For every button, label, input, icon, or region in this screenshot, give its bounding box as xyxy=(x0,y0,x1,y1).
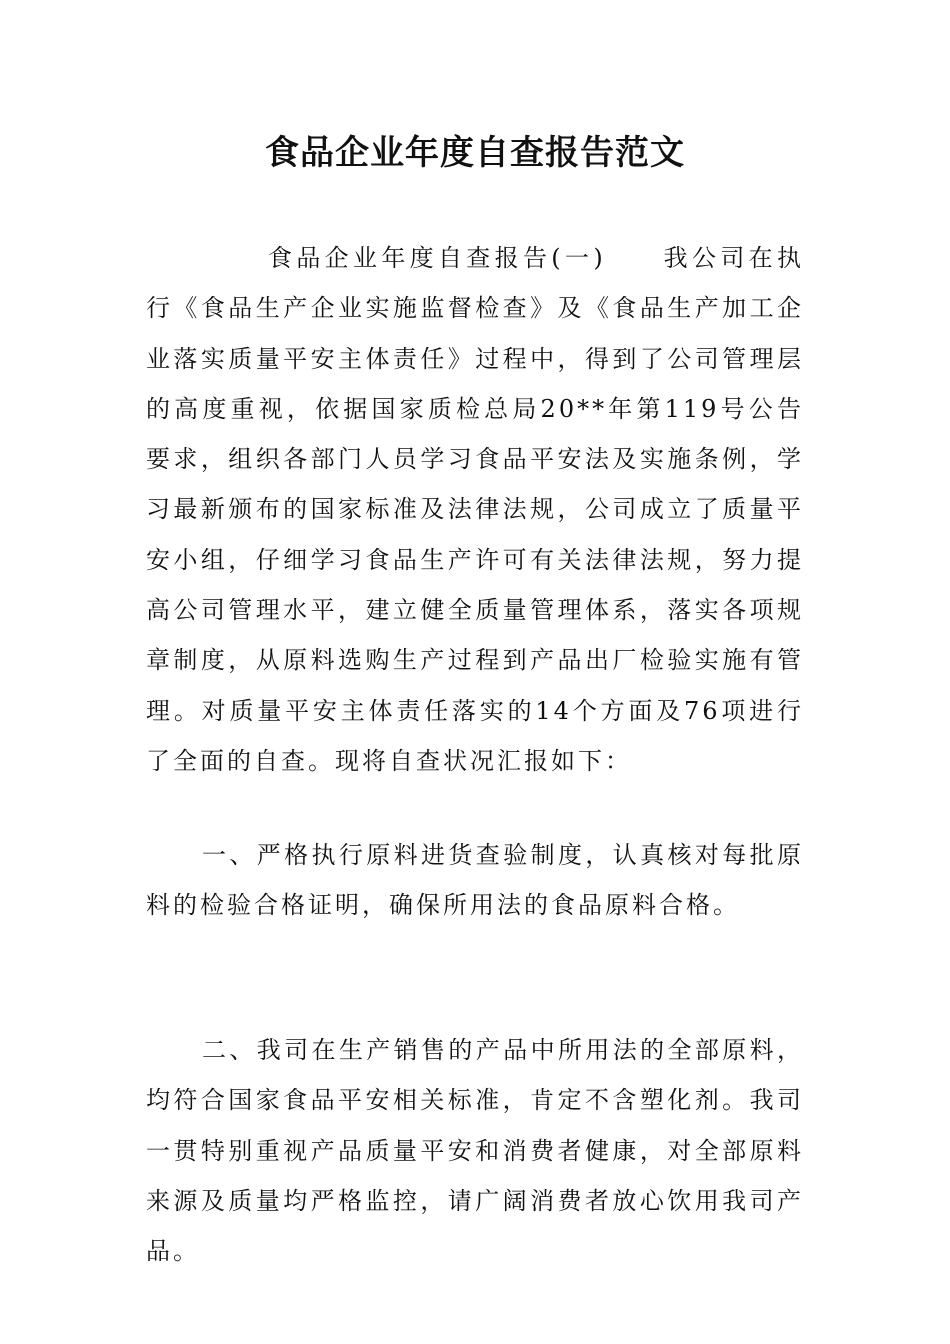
document-title: 食品企业年度自查报告范文 xyxy=(265,133,685,173)
paragraph-item-2: 二、我司在生产销售的产品中所用法的全部原料，均符合国家食品平安相关标准，肯定不含塑化剂。我司一贯特别重视产品质量平安和消费者健康，对全部原料来源及质量均严格监控，请广阔消费者放心饮用我司产品。 xyxy=(146,1036,804,1266)
paragraph-intro: 食品企业年度自查报告(一) 我公司在执行《食品生产企业实施监督检查》及《食品生产加工企业落实质量平安主体责任》过程中，得到了公司管理层的高度重视，依据国家质检总局20**年第119号公告要求，组织各部门人员学习食品平安法及实施条例，学习最新颁布的国家标准及法律法规，公司成立了质量平安小组，仔细学习食品生产许可有关法律法规，努力提高公司管理水平，建立健全质量管理体系，落实各项规章制度，从原料选购生产过程到产品出厂检验实施有管理。对质量平安主体责任落实的14个方面及76项进行了全面的自查。现将自查状况汇报如下： xyxy=(146,244,804,775)
paragraph-item-1: 一、严格执行原料进货查验制度，认真核对每批原料的检验合格证明，确保所用法的食品原料合格。 xyxy=(146,841,804,920)
